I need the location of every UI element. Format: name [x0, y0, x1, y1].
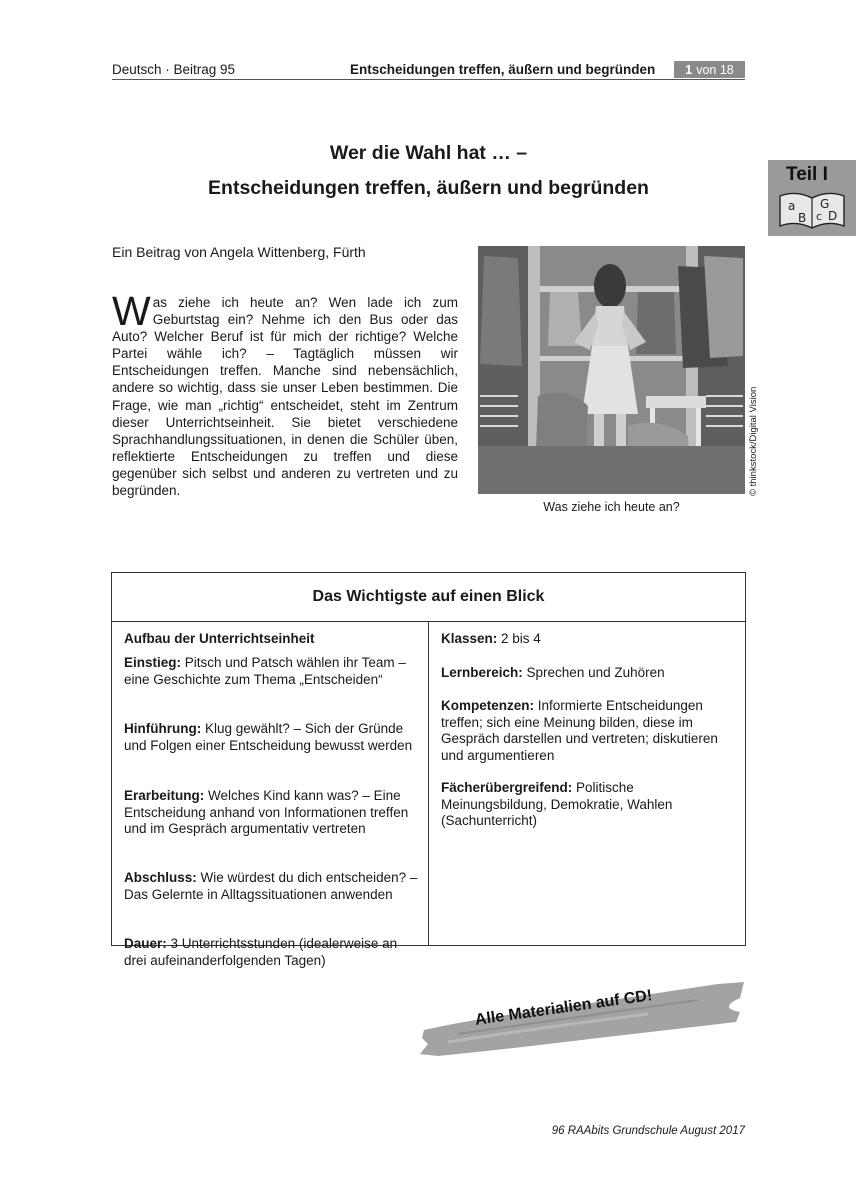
structure-item: Abschluss: Wie würdest du dich entscheiden? – Das Gelernte in Alltagssituationen anwenden — [124, 870, 418, 902]
cd-stamp-text: Alle Materialien auf CD! — [474, 987, 654, 1029]
summary-right-column — [429, 622, 745, 945]
svg-text:B: B — [798, 211, 807, 225]
header-rule — [112, 79, 745, 80]
page-total: von 18 — [696, 62, 734, 77]
summary-box — [111, 572, 746, 968]
section-tab — [768, 160, 856, 236]
book-letters-icon — [776, 186, 848, 232]
photo-credit-text: © thinkstock/Digital Vision — [748, 386, 759, 496]
wardrobe-photo — [478, 246, 745, 494]
svg-text:a: a — [788, 199, 796, 213]
structure-item: Dauer: 3 Unterrichtsstunden (idealerweise an drei aufeinanderfolgenden Tagen) — [124, 936, 398, 968]
author-line: Ein Beitrag von Angela Wittenberg, Fürth — [112, 244, 366, 260]
page-indicator — [674, 61, 745, 78]
info-item: Lernbereich: Sprechen und Zuhören — [441, 665, 665, 680]
page-subtitle: Entscheidungen treffen, äußern und begründen — [208, 177, 649, 199]
drop-cap: W — [112, 288, 151, 334]
header-subject: Deutsch · Beitrag 95 — [112, 62, 236, 77]
page-title: Wer die Wahl hat … – — [329, 142, 528, 164]
cd-stamp-brush — [418, 978, 748, 1058]
structure-item: Erarbeitung: Welches Kind kann was? – Eine Entscheidung anhand von Informationen treffen und im Gespräch argumentativ vertreten — [124, 788, 409, 836]
structure-item: Einstieg: Pitsch und Patsch wählen ihr Team – eine Geschichte zum Thema „Entscheiden“ — [124, 655, 406, 687]
structure-item: Hinführung: Klug gewählt? – Sich der Gründe und Folgen einer Entscheidung bewusst werden — [124, 721, 413, 753]
svg-text:c: c — [816, 210, 823, 223]
info-item: Fächerübergreifend: Politische Meinungsbildung, Demokratie, Wahlen (Sachunterricht) — [441, 780, 673, 828]
page-number: 1 — [685, 62, 693, 77]
svg-text:D: D — [828, 209, 838, 223]
structure-heading: Aufbau der Unterrichtseinheit — [124, 631, 315, 646]
intro-text: as ziehe ich heute an? Wen lade ich zum Geburtstag ein? Nehme ich den Bus oder das Auto? Welcher Beruf ist für mich der richtige? Welche Partei wähle ich? – Tagtäglich müssen wir Entscheidungen treffen. Manche sind nebensächlich, andere so wichtig, dass sie unser Leben bestimmen. Die Frage, wie man „richtig“ entscheidet, steht im Zentrum dieser Unterrichtseinheit. Sie bietet verschiedene Sprachhandlungssituationen, in denen die Schüler üben, reflektierte Entscheidungen zu treffen und diese gegenüber sich selbst und anderen zu vertreten und zu begründen. — [112, 295, 458, 499]
footer-source: 96 RAAbits Grundschule August 2017 — [551, 1125, 745, 1137]
photo-caption: Was ziehe ich heute an? — [543, 500, 680, 514]
section-tab-label: Teil I — [786, 164, 828, 185]
header-topic: Entscheidungen treffen, äußern und begründen — [350, 62, 656, 77]
summary-box-title: Das Wichtigste auf einen Blick — [112, 573, 745, 622]
summary-left-column — [112, 622, 429, 968]
info-item: Klassen: 2 bis 4 — [441, 631, 541, 646]
intro-paragraph — [112, 288, 458, 499]
info-item: Kompetenzen: Informierte Entscheidungen treffen; sich eine Meinung bilden, diese im Gespräch darstellen und vertreten; diskutieren und argumentieren — [441, 698, 718, 763]
svg-text:G: G — [820, 197, 830, 211]
